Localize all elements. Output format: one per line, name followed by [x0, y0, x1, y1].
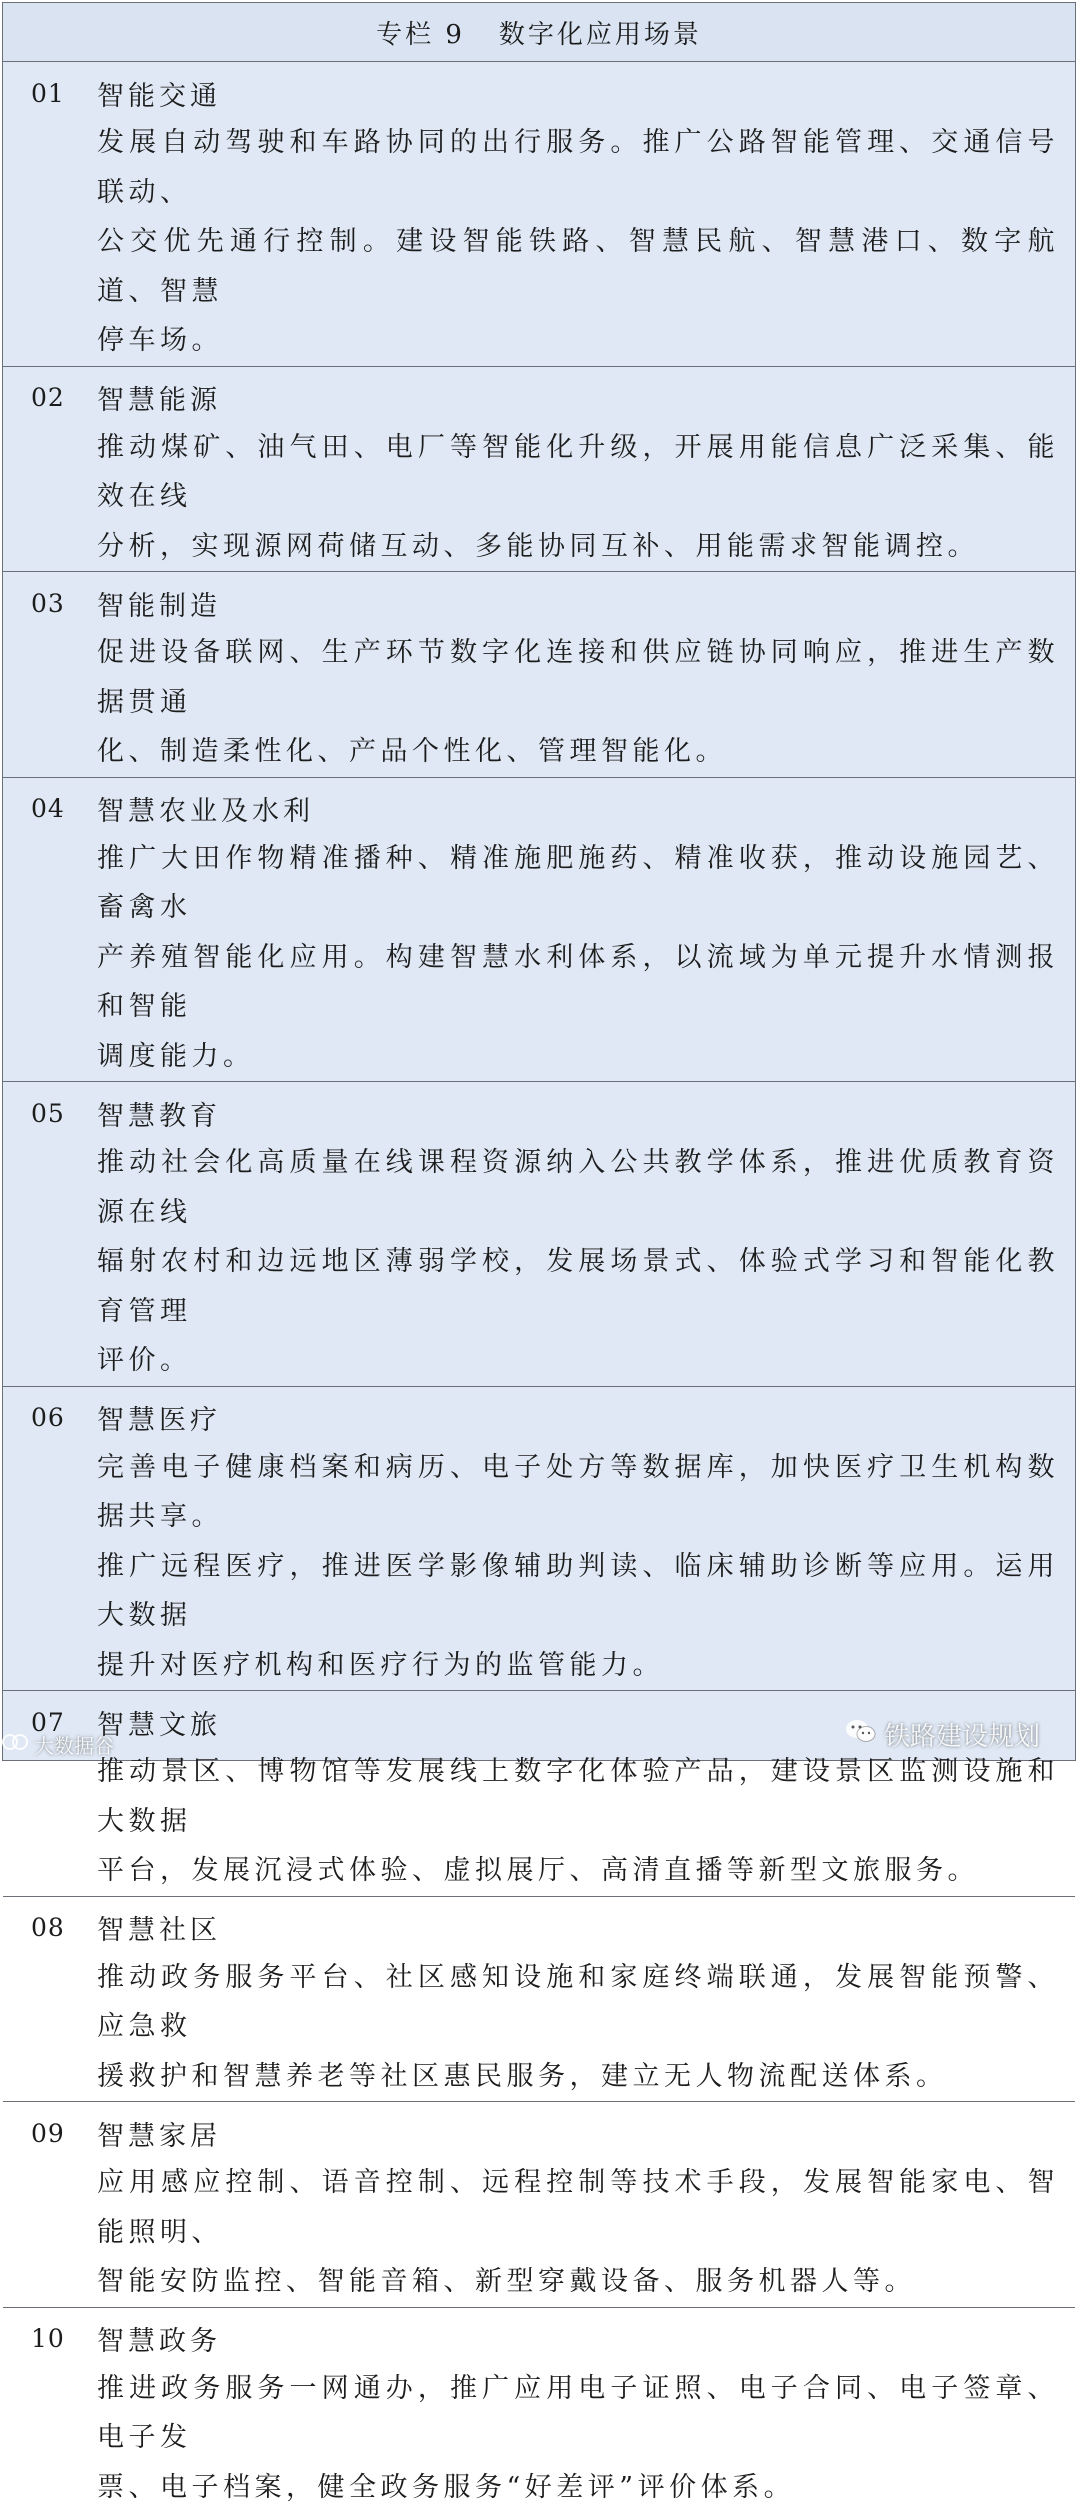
scenario-description-line: 应用感应控制、语音控制、远程控制等技术手段，发展智能家电、智能照明、: [97, 2158, 1059, 2257]
scenario-row: [3, 367, 1075, 573]
scenario-number: 07: [31, 1708, 97, 1737]
scenario-description-line: 提升对医疗机构和医疗行为的监管能力。: [97, 1641, 1059, 1691]
scenario-heading: 智慧政务: [97, 2319, 221, 2358]
wechat-icon: [844, 1717, 878, 1752]
scenario-description-line: 产养殖智能化应用。构建智慧水利体系，以流域为单元提升水情测报和智能: [97, 933, 1059, 1032]
scenario-description-line: 停车场。: [97, 316, 1059, 366]
scenario-description: [97, 423, 1059, 572]
watermark-left-text: 大数据谷: [34, 1730, 114, 1759]
scenario-heading: 智慧教育: [97, 1094, 221, 1133]
scenario-description-line: 完善电子健康档案和病历、电子处方等数据库，加快医疗卫生机构数据共享。: [97, 1443, 1059, 1542]
scenario-row: [3, 778, 1075, 1083]
scenario-row-head: [31, 68, 1059, 118]
scenario-heading: 智慧能源: [97, 378, 221, 417]
scenario-description-line: 援救护和智慧养老等社区惠民服务，建立无人物流配送体系。: [97, 2052, 1059, 2102]
scenario-description-line: 推进政务服务一网通办，推广应用电子证照、电子合同、电子签章、电子发: [97, 2364, 1059, 2463]
scenario-description: [97, 834, 1059, 1082]
panel-title: [3, 3, 1075, 62]
scenario-description-line: 公交优先通行控制。建设智能铁路、智慧民航、智慧港口、数字航道、智慧: [97, 217, 1059, 316]
scenario-row: [3, 1387, 1075, 1692]
logo-mark-icon: [2, 1732, 28, 1757]
scenario-number: 01: [31, 79, 97, 108]
panel-title-text: 数字化应用场景: [499, 14, 702, 51]
scenario-row-head: [31, 2108, 1059, 2158]
scenario-description-line: 推动政务服务平台、社区感知设施和家庭终端联通，发展智能预警、应急救: [97, 1953, 1059, 2052]
scenario-number: 03: [31, 589, 97, 618]
scenario-description-line: 平台，发展沉浸式体验、虚拟展厅、高清直播等新型文旅服务。: [97, 1846, 1059, 1896]
scenario-description-line: 辐射农村和边远地区薄弱学校，发展场景式、体验式学习和智能化教育管理: [97, 1237, 1059, 1336]
scenario-description-line: 发展自动驾驶和车路协同的出行服务。推广公路智能管理、交通信号联动、: [97, 118, 1059, 217]
scenario-description-line: 票、电子档案，健全政务服务“好差评”评价体系。: [97, 2463, 1059, 2512]
scenario-row-head: [31, 1393, 1059, 1443]
panel-title-label: 专栏 9: [376, 14, 465, 51]
scenario-description-line: 推动景区、博物馆等发展线上数字化体验产品，建设景区监测设施和大数据: [97, 1747, 1059, 1846]
scenario-row: [3, 572, 1075, 778]
scenario-description-line: 促进设备联网、生产环节数字化连接和供应链协同响应，推进生产数据贯通: [97, 628, 1059, 727]
scenario-number: 02: [31, 383, 97, 412]
scenario-row: [3, 2102, 1075, 2308]
scenario-description-line: 推广远程医疗，推进医学影像辅助判读、临床辅助诊断等应用。运用大数据: [97, 1542, 1059, 1641]
scenario-list: [3, 62, 1075, 2512]
scenario-row-head: [31, 2314, 1059, 2364]
scenario-description: [97, 1443, 1059, 1691]
scenario-description: [97, 1747, 1059, 1896]
scenario-description: [97, 1138, 1059, 1386]
scenario-description: [97, 118, 1059, 366]
scenario-description-line: 评价。: [97, 1336, 1059, 1386]
scenario-number: 08: [31, 1913, 97, 1942]
watermark-right: [844, 1716, 1040, 1753]
scenario-description-line: 调度能力。: [97, 1032, 1059, 1082]
scenario-description-line: 推广大田作物精准播种、精准施肥施药、精准收获，推动设施园艺、畜禽水: [97, 834, 1059, 933]
scenario-heading: 智慧医疗: [97, 1398, 221, 1437]
watermark-right-text: 铁路建设规划: [884, 1716, 1040, 1753]
scenario-row-head: [31, 1903, 1059, 1953]
scenario-number: 10: [31, 2324, 97, 2353]
scenario-row-head: [31, 373, 1059, 423]
scenario-description-line: 推动社会化高质量在线课程资源纳入公共教学体系，推进优质教育资源在线: [97, 1138, 1059, 1237]
scenario-description: [97, 2158, 1059, 2307]
scenario-row: [3, 62, 1075, 367]
scenario-description: [97, 2364, 1059, 2512]
scenario-description: [97, 628, 1059, 777]
scenario-row: [3, 2308, 1075, 2512]
scenario-row-head: [31, 578, 1059, 628]
scenario-heading: 智慧文旅: [97, 1703, 221, 1742]
scenario-description-line: 智能安防监控、智能音箱、新型穿戴设备、服务机器人等。: [97, 2257, 1059, 2307]
scenario-description: [97, 1953, 1059, 2102]
scenario-number: 04: [31, 794, 97, 823]
scenario-heading: 智慧社区: [97, 1908, 221, 1947]
scenario-heading: 智慧家居: [97, 2114, 221, 2153]
watermark-left: [2, 1730, 114, 1759]
scenario-number: 09: [31, 2119, 97, 2148]
column-panel: [2, 2, 1076, 1761]
scenario-heading: 智慧农业及水利: [97, 789, 314, 828]
scenario-row: [3, 1897, 1075, 2103]
scenario-heading: 智能交通: [97, 74, 221, 113]
scenario-number: 06: [31, 1403, 97, 1432]
scenario-description-line: 分析，实现源网荷储互动、多能协同互补、用能需求智能调控。: [97, 522, 1059, 572]
scenario-description-line: 推动煤矿、油气田、电厂等智能化升级，开展用能信息广泛采集、能效在线: [97, 423, 1059, 522]
scenario-row: [3, 1082, 1075, 1387]
scenario-number: 05: [31, 1099, 97, 1128]
scenario-description-line: 化、制造柔性化、产品个性化、管理智能化。: [97, 727, 1059, 777]
scenario-row-head: [31, 1088, 1059, 1138]
scenario-row-head: [31, 784, 1059, 834]
scenario-heading: 智能制造: [97, 584, 221, 623]
